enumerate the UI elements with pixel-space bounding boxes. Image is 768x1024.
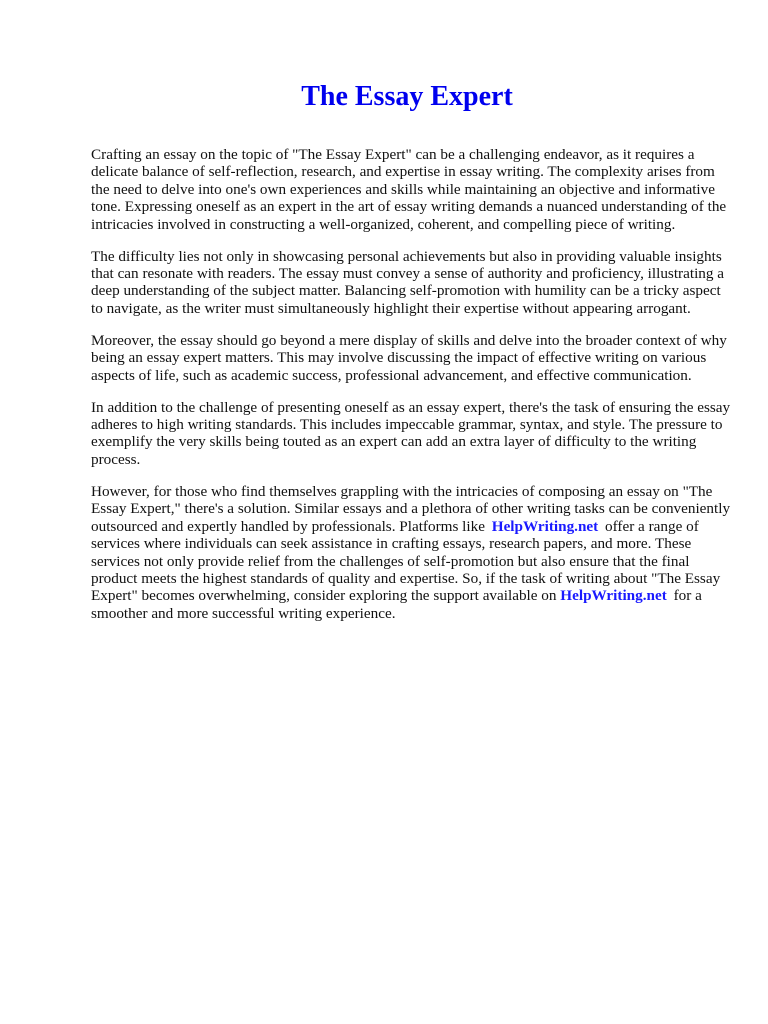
paragraph-5 (91, 483, 731, 622)
helpwriting-link-1[interactable]: HelpWriting.net (491, 517, 599, 535)
paragraph-1: Crafting an essay on the topic of "The Essay Expert" can be a challenging endeavor, as it requires a delicate balance of self-reflection, research, and expertise in essay writing. The complexity arises from the need to delve into one's own experiences and skills while maintaining an objective and informative tone. Expressing oneself as an expert in the art of essay writing demands a nuanced understanding of the intricacies involved in constructing a well-organized, coherent, and compelling piece of writing. (91, 146, 727, 233)
paragraph-5-text-2: offer a range of services where individuals can seek assistance in crafting essays, research papers, and more. These services not only provide relief from the challenges of self-promotion but also ensure that the final product meets the highest standards of quality and expertise. So, if the task of writing about "The Essay Expert" becomes overwhelming, consider exploring the support available on (91, 517, 721, 605)
paragraph-4: In addition to the challenge of presenting oneself as an essay expert, there's the task of ensuring the essay adheres to high writing standards. This includes impeccable grammar, syntax, and style. The pressure to exemplify the very skills being touted as an expert can add an extra layer of difficulty to the writing process. (91, 398, 731, 468)
paragraph-2: The difficulty lies not only in showcasing personal achievements but also in providing valuable insights that can resonate with readers. The essay must convey a sense of authority and proficiency, illustrating a deep understanding of the subject matter. Balancing self-promotion with humility can be a tricky aspect to navigate, as the writer must simultaneously highlight their expertise without appearing arrogant. (91, 247, 725, 317)
paragraph-5-text-1: However, for those who find themselves grappling with the intricacies of composing an essay on "The Essay Expert," there's a solution. Similar essays and a plethora of other writing tasks can be conveniently outsourced and expertly handled by professionals. Platforms like (91, 482, 731, 535)
paragraph-5-text-3: for a smoother and more successful writing experience. (91, 587, 702, 622)
helpwriting-link-2[interactable]: HelpWriting.net (560, 587, 667, 605)
document-body (91, 146, 731, 637)
page-title: The Essay Expert (301, 81, 513, 112)
paragraph-3: Moreover, the essay should go beyond a mere display of skills and delve into the broader context of why being an essay expert matters. This may involve discussing the impact of effective writing on various aspects of life, such as academic success, professional advancement, and effective communication. (91, 331, 727, 384)
